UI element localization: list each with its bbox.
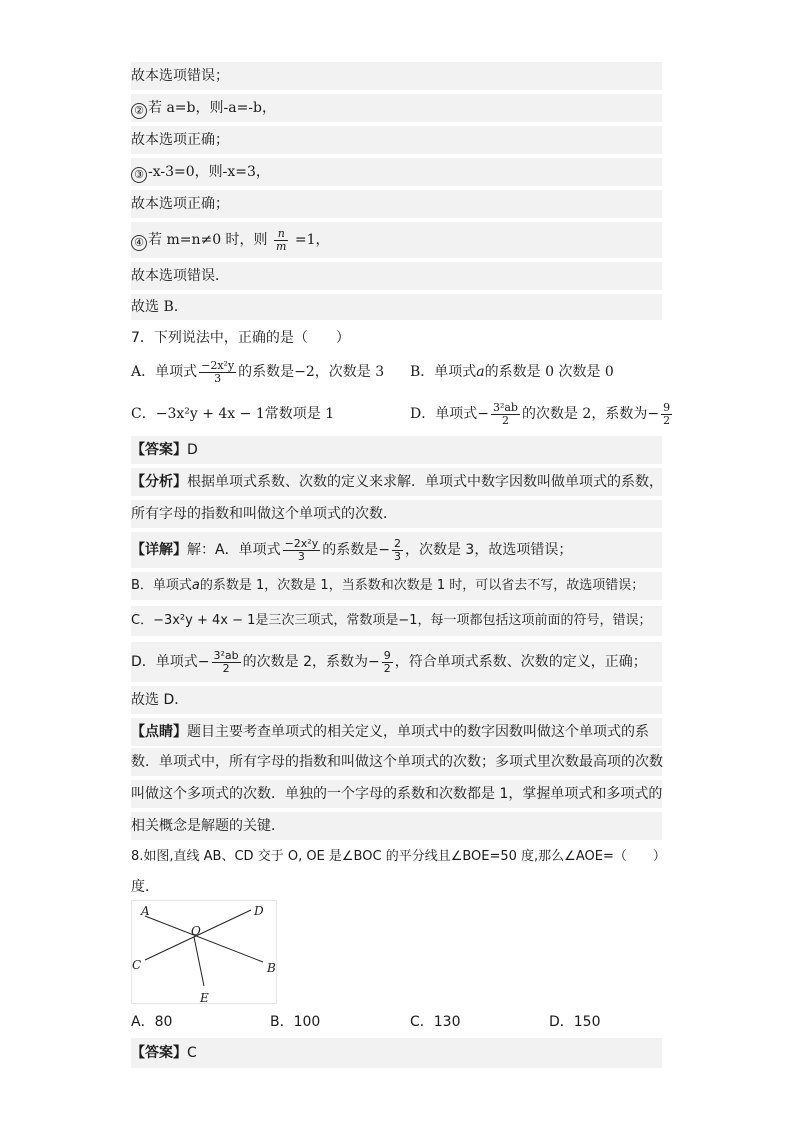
q7-comment-3: 叫做这个多项式的次数．单独的一个字母的系数和次数都是 1，掌握单项式和多项式的 — [131, 780, 662, 808]
q7-detail-d — [131, 642, 662, 682]
q7-analysis-1 — [131, 468, 662, 496]
detail-b-var: a — [191, 578, 200, 593]
detail-d-fraction — [212, 650, 241, 675]
analysis-text-1: 根据单项式系数、次数的定义来求解．单项式中数字因数叫做单项式的系数， — [187, 474, 663, 490]
q7-option-c: C．−3x²y + 4x − 1常数项是 1 — [131, 406, 335, 422]
circled-number-4: ④ — [131, 235, 147, 251]
fraction-denominator: 3 — [214, 371, 222, 385]
detail-a-fraction — [283, 538, 321, 563]
comment-tag: 【点睛】 — [131, 724, 187, 740]
fraction-numerator: 3²ab — [213, 648, 239, 662]
prev-line-8: 故选 B. — [131, 294, 662, 320]
q7-option-d-pre: D．单项式− — [410, 406, 489, 422]
fraction-numerator: 2 — [393, 536, 401, 550]
fraction-numerator: 9 — [383, 648, 391, 662]
q7-comment-1 — [131, 718, 662, 746]
q7-comment-2: 数．单项式中，所有字母的指数和叫做这个单项式的次数；多项式里次数最高项的次数 — [131, 748, 662, 776]
detail-b-pre: B．单项式 — [131, 578, 192, 593]
q8-option-c: C．130 — [410, 1014, 461, 1030]
ray-OE — [194, 937, 204, 986]
q7-option-d-fraction-2 — [661, 402, 672, 427]
prev-line-7: 故本选项错误． — [131, 262, 662, 290]
prev-line-6 — [131, 222, 662, 258]
comment-text-1: 题目主要考查单项式的相关定义，单项式中的数字因数叫做这个单项式的系 — [187, 724, 649, 740]
prev-line-3: 故本选项正确； — [131, 126, 662, 154]
q7-option-b — [410, 356, 614, 388]
label-B: B — [267, 961, 276, 975]
q7-choose: 故选 D． — [131, 686, 662, 714]
fraction-denominator: 3 — [393, 549, 401, 563]
q7-option-d — [410, 396, 674, 432]
line-AB — [145, 916, 263, 962]
answer-value: D — [187, 442, 198, 458]
prev-line-5: 故本选项正确； — [131, 190, 662, 218]
q8-option-d: D．150 — [549, 1014, 601, 1030]
q7-option-d-mid: 的次数是 2，系数为− — [521, 406, 660, 422]
fraction-denominator: 2 — [501, 413, 509, 427]
q7-option-a-post: 的系数是−2，次数是 3 — [238, 364, 385, 380]
q7-option-b-pre: B．单项式 — [410, 364, 477, 380]
q8-option-a: A．80 — [131, 1014, 173, 1030]
q7-option-a-fraction — [199, 360, 236, 385]
label-A: A — [141, 904, 150, 918]
prev-line-2-text: 若 a=b，则-a=-b， — [148, 100, 276, 116]
answer-tag: 【答案】 — [131, 1045, 187, 1061]
answer-tag: 【答案】 — [131, 442, 187, 458]
label-E: E — [200, 991, 209, 1005]
q7-option-d-fraction — [491, 402, 520, 427]
q7-option-b-post: 的系数是 0 次数是 0 — [484, 364, 614, 380]
q8-stem-1: 8.如图,直线 AB、CD 交于 O, OE 是∠BOC 的平分线且∠BOE=50 度,那么∠AOE=（ ） — [131, 849, 666, 864]
circled-number-2: ② — [131, 103, 147, 119]
analysis-tag: 【分析】 — [131, 474, 187, 490]
q7-analysis-2: 所有字母的指数和叫做这个单项式的次数． — [131, 500, 662, 528]
q7-option-a — [131, 356, 384, 388]
fraction-numerator: −2x²y — [284, 536, 319, 550]
fraction-denominator: 2 — [222, 661, 230, 675]
q7-detail-b — [131, 572, 662, 600]
circled-number-3: ③ — [131, 167, 147, 183]
fraction-n-over-m — [274, 228, 288, 253]
q8-figure — [131, 900, 281, 1008]
fraction-denominator: 3 — [297, 549, 305, 563]
prev-line-4-text: -x-3=0，则-x=3， — [148, 164, 270, 180]
fraction-numerator: 9 — [663, 400, 671, 414]
prev-line-2 — [131, 94, 662, 122]
q7-comment-4: 相关概念是解题的关键． — [131, 812, 662, 840]
detail-d-fraction-2 — [382, 650, 393, 675]
detail-d-mid: 的次数是 2，系数为− — [242, 654, 380, 670]
prev-line-4 — [131, 158, 662, 186]
answer-value: C — [187, 1045, 197, 1061]
prev-line-1: 故本选项错误； — [131, 62, 662, 90]
fraction-denominator: 2 — [383, 661, 391, 675]
detail-a-mid: 的系数是− — [322, 542, 390, 558]
fraction-numerator: −2x²y — [201, 358, 235, 372]
prev-line-6-pre: 若 m=n≠0 时，则 — [148, 232, 268, 248]
label-C: C — [132, 958, 142, 972]
detail-a-post: ，次数是 3，故选项错误； — [404, 542, 573, 558]
fraction-numerator: n — [274, 228, 288, 241]
q8-answer — [131, 1038, 662, 1068]
detail-tag: 【详解】 — [131, 542, 187, 558]
fraction-denominator: 2 — [663, 413, 671, 427]
label-D: D — [254, 904, 264, 918]
q8-stem-2: 度． — [131, 879, 159, 895]
q8-option-b: B．100 — [270, 1014, 321, 1030]
detail-b-post: 的系数是 1，次数是 1，当系数和次数是 1 时，可以省去不写，故选项错误； — [199, 578, 645, 593]
detail-a-fraction-2 — [392, 538, 403, 563]
q7-option-a-pre: A．单项式 — [131, 364, 198, 380]
detail-a-pre: 解：A．单项式 — [187, 542, 281, 558]
q7-stem: 7．下列说法中，正确的是（ ） — [131, 330, 350, 346]
q7-detail-a — [131, 532, 662, 568]
prev-line-6-post: =1， — [294, 232, 330, 248]
detail-d-pre: D．单项式− — [131, 654, 210, 670]
label-O: O — [191, 924, 201, 938]
q7-option-b-var: a — [476, 364, 485, 380]
fraction-numerator: 3²ab — [492, 400, 518, 414]
q7-answer — [131, 436, 662, 464]
detail-d-post: ，符合单项式系数、次数的定义，正确； — [394, 654, 647, 670]
q7-detail-c: C．−3x²y + 4x − 1是三次三项式，常数项是−1，每一项都包括这项前面的符号，错误； — [131, 606, 662, 636]
fraction-denominator: m — [276, 239, 287, 253]
